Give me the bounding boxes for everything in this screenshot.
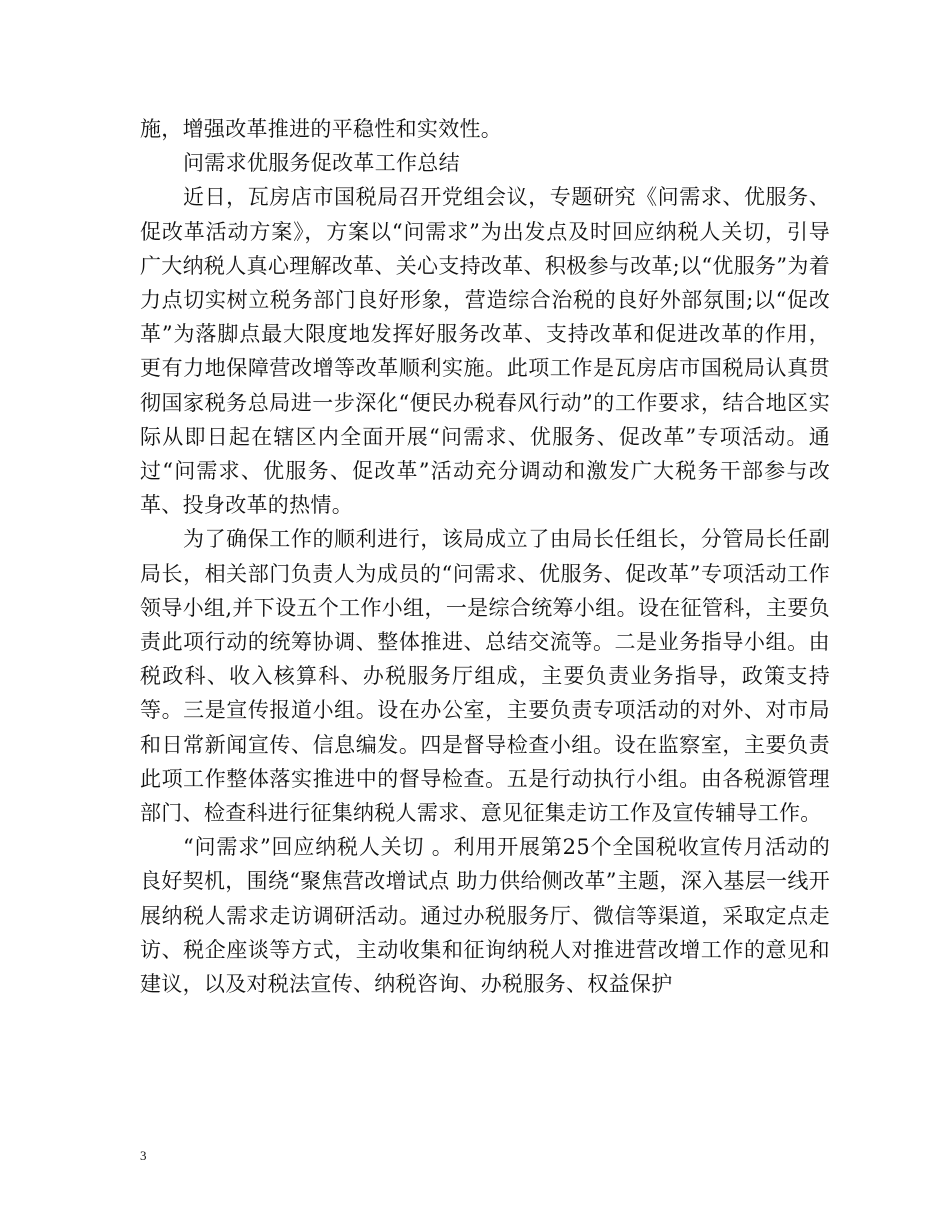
document-body [140, 112, 830, 1001]
paragraph-continuation: 施，增强改革推进的平稳性和实效性。 [140, 117, 503, 141]
section-title: 问需求优服务促改革工作总结 [183, 151, 460, 176]
paragraph: “问需求”回应纳税人关切 。利用开展第25个全国税收宣传月活动的良好契机，围绕“聚焦营改增试点 助力供给侧改革”主题，深入基层一线开展纳税人需求走访调研活动。通过办税服务厅、微信等渠道，采取定点走访、税企座谈等方式，主动收集和征询纳税人对推进营改增工作的意见和建议，以及对税法宣传、纳税咨询、办税服务、权益保护 [140, 835, 830, 997]
paragraph: 近日，瓦房店市国税局召开党组会议，专题研究《问需求、优服务、促改革活动方案》，方案以“问需求”为出发点及时回应纳税人关切，引导广大纳税人真心理解改革、关心支持改革、积极参与改革;以“优服务”为着力点切实树立税务部门良好形象，营造综合治税的良好外部氛围;以“促改革”为落脚点最大限度地发挥好服务改革、支持改革和促进改革的作用，更有力地保障营改增等改革顺利实施。此项工作是瓦房店市国税局认真贯彻国家税务总局进一步深化“便民办税春风行动”的工作要求，结合地区实际从即日起在辖区内全面开展“问需求、优服务、促改革”专项活动。通过“问需求、优服务、促改革”活动充分调动和激发广大税务干部参与改革、投身改革的热情。 [140, 185, 830, 518]
page-number: 3 [140, 1148, 147, 1163]
paragraph: 为了确保工作的顺利进行，该局成立了由局长任组长，分管局长任副局长，相关部门负责人为成员的“问需求、优服务、促改革”专项活动工作领导小组,并下设五个工作小组，一是综合统筹小组。设在征管科，主要负责此项行动的统筹协调、整体推进、总结交流等。二是业务指导小组。由税政科、收入核算科、办税服务厅组成，主要负责业务指导，政策支持等。三是宣传报道小组。设在办公室，主要负责专项活动的对外、对市局和日常新闻宣传、信息编发。四是督导检查小组。设在监察室，主要负责此项工作整体落实推进中的督导检查。五是行动执行小组。由各税源管理部门、检查科进行征集纳税人需求、意见征集走访工作及宣传辅导工作。 [140, 527, 830, 826]
